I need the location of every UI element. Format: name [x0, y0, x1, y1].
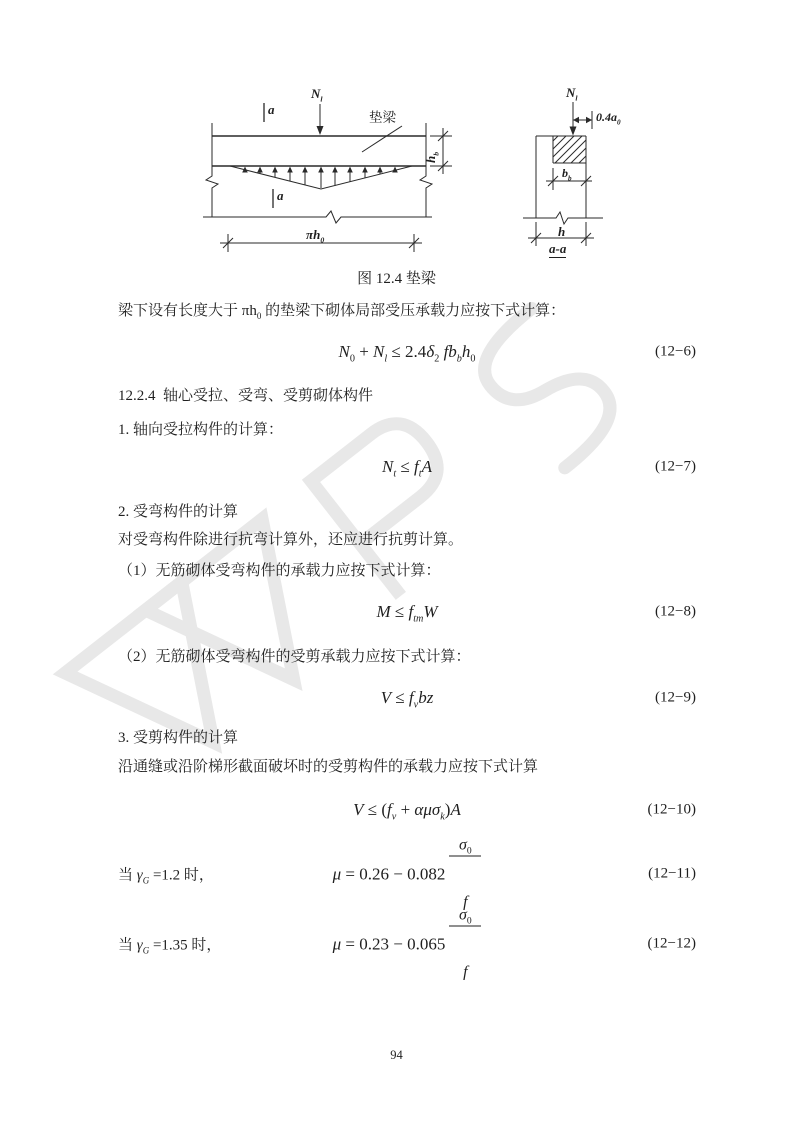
label-Nl-left: $N_l$ [311, 86, 323, 104]
fraction-numerator: $\sigma_0$ [449, 837, 481, 857]
label-bb: $b_b$ [562, 166, 572, 183]
formula: $M \le f_{tm}W$ [376, 602, 438, 625]
fraction-numerator: $\sigma_0$ [449, 907, 481, 927]
formula: $V \le (f_v + \alpha\mu\sigma_k)A$ [353, 800, 461, 823]
formula: μ = 0.23 − 0.065 [332, 934, 446, 953]
section-heading-12-2-4: 12.2.4 轴心受拉、受弯、受剪砌体构件 [118, 388, 374, 404]
label-Nl-right: $N_l$ [566, 85, 578, 103]
equation-number: (12−8) [655, 603, 696, 620]
label-pad-beam: 垫梁 [369, 110, 396, 125]
equation-number: (12−6) [655, 343, 696, 360]
item-1: 1. 轴向受拉构件的计算： [118, 422, 284, 438]
label-section-a-top: a [268, 102, 275, 117]
formula: $N_t \le f_tA$ [382, 457, 432, 480]
equation-number: (12−12) [647, 935, 696, 952]
equation-12-12 [118, 906, 696, 981]
label-section-a-bottom: a [277, 188, 284, 203]
equation-12-9 [118, 685, 696, 711]
label-section-aa: a-a [549, 241, 567, 256]
figure-caption: 图 12.4 垫梁 [357, 271, 436, 287]
label-pi-h0: $\pi h_0$ [306, 227, 325, 245]
condition: 当 $\gamma_G =1.35$ 时， [118, 937, 222, 956]
subitem-2: （2）无筋砌体受弯构件的受剪承载力应按下式计算： [118, 649, 471, 665]
formula: μ = 0.26 − 0.082 [332, 864, 446, 883]
para-shear: 沿通缝或沿阶梯形截面破坏时的受剪构件的承载力应按下式计算 [118, 759, 539, 775]
page-number: 94 [390, 1048, 403, 1062]
equation-number: (12−7) [655, 458, 696, 475]
label-hb: $h_b$ [423, 151, 441, 163]
label-h: h [558, 224, 566, 239]
equation-number: (12−11) [648, 865, 696, 882]
item-3: 3. 受剪构件的计算 [118, 730, 239, 746]
equation-number: (12−9) [655, 689, 696, 706]
fraction [449, 871, 481, 1018]
figure-12-4 [0, 0, 793, 270]
beam-diagram [0, 0, 793, 270]
fraction-denominator: f [463, 893, 468, 911]
subitem-1: （1）无筋砌体受弯构件的承载力应按下式计算： [118, 563, 441, 579]
label-offset-04a0: $0.4a_0$ [596, 110, 621, 127]
formula: $N_0 + N_l \le 2.4\delta_2$ $fb_bh_0$ [338, 342, 476, 365]
para-intro: 梁下设有长度大于 $\pi h_0$ 的垫梁下砌体局部受压承载力应按下式计算： [118, 303, 566, 321]
condition: 当 $\gamma_G =1.2$ 时， [118, 867, 214, 886]
formula: $V \le f_vbz$ [380, 688, 434, 711]
equation-12-6 [118, 339, 696, 365]
equation-12-7 [118, 454, 696, 480]
item-2: 2. 受弯构件的计算 [118, 504, 239, 520]
para-flexural: 对受弯构件除进行抗弯计算外，还应进行抗剪计算。 [118, 532, 464, 548]
fraction-denominator: f [463, 963, 468, 981]
equation-number: (12−10) [647, 801, 696, 818]
equation-12-8 [118, 599, 696, 625]
